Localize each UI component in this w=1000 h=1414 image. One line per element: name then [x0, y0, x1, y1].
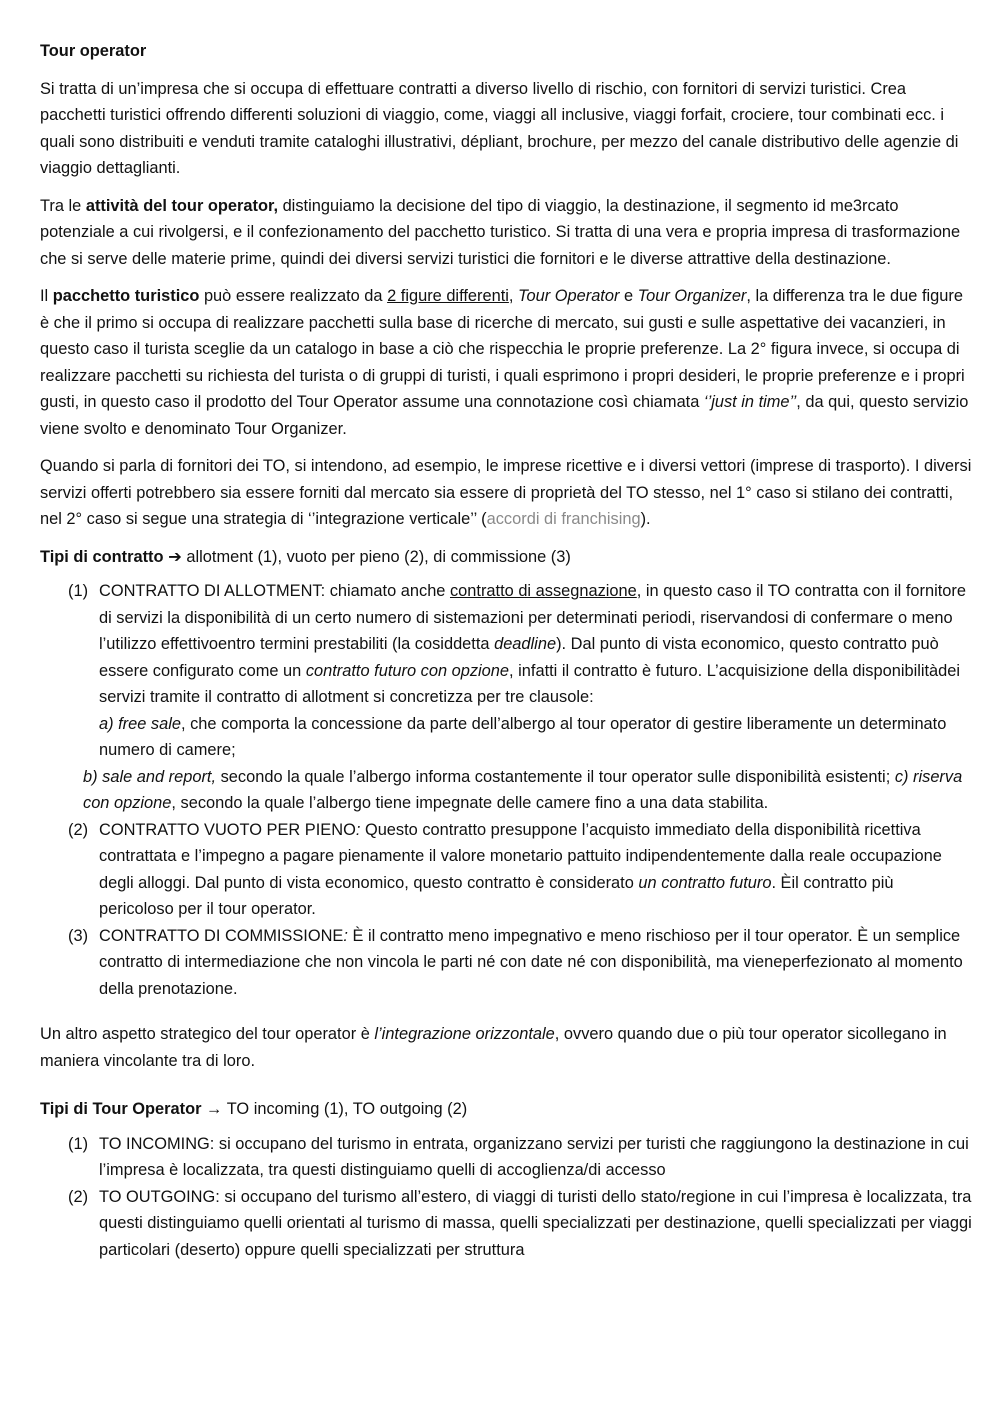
- just-in-time-italic: ‘’just in time’’: [703, 393, 797, 411]
- franchising-note: accordi di franchising: [486, 510, 641, 528]
- arrow-icon: ➔: [168, 547, 182, 566]
- tour-organizer-italic: Tour Organizer: [637, 287, 747, 305]
- document-title: Tour operator: [40, 42, 147, 60]
- operator-types-heading: Tipi di Tour Operator → TO incoming (1), TO outgoing (2): [40, 1100, 468, 1118]
- package-paragraph: Il pacchetto turistico può essere realizzato da 2 figure differenti, Tour Operator e Tour Organizer, la differenza tra le due figure è che il primo si occupa di realizzare pacchetti sulla base di ricerche di mercato, sui gusti e sulle aspettative dei vacanzieri, in questo caso il turista sceglie da un catalogo in base a ciò che rispecchia le proprie preferenze. La 2° figura invece, si occupa di realizzare pacchetti su richiesta del turista o di gruppi di turisti, i quali esprimono i propri desideri, le proprie preferenze e i propri gusti, in questo caso il prodotto del Tour Operator assume una connotazione così chiamata ‘’just in time’’, da qui, questo servizio viene svolto e denominato Tour Organizer.: [40, 287, 969, 438]
- list-item: (3) CONTRATTO DI COMMISSIONE: È il contratto meno impegnativo e meno rischioso per il tour operator. È un semplice contratto di intermediazione che non vincola le parti né con date né con disponibilità, ma vieneperfezionato al momento della prenotazione.: [40, 923, 972, 1003]
- tour-operator-italic: Tour Operator: [518, 287, 620, 305]
- clause-b-c: b) sale and report, secondo la quale l’albergo informa costantemente il tour operator sulle disponibilità esistenti; c) riserva con opzione, secondo la quale l’albergo tiene impegnate delle camere fino a una data stabilita.: [83, 767, 963, 812]
- contract-types-heading: Tipi di contratto ➔ allotment (1), vuoto per pieno (2), di commissione (3): [40, 547, 571, 566]
- activities-paragraph: Tra le attività del tour operator, distinguiamo la decisione del tipo di viaggio, la destinazione, il segmento id me3rcato potenziale a cui rivolgersi, e il confezionamento del pacchetto turistico. Si tratta di una vera e propria impresa di trasformazione che si serve delle materie prime, quindi dei diversi servizi turistici die fornitori e le diverse attrattive della destinazione.: [40, 196, 961, 268]
- assignment-contract-underlined: contratto di assegnazione: [449, 582, 637, 600]
- intro-paragraph: Si tratta di un’impresa che si occupa di effettuare contratti a diverso livello di rischio, con fornitori di servizi turistici. Crea pacchetti turistici offrendo differenti soluzioni di viaggio, come, viaggi all inclusive, viaggi forfait, crociere, tour combinati ecc. i quali sono distribuiti e venduti tramite cataloghi illustrativi, dépliant, brochure, per mezzo del canale distributivo delle agenzie di viaggio dettaglianti.: [40, 79, 959, 177]
- suppliers-paragraph: Quando si parla di fornitori dei TO, si intendono, ad esempio, le imprese ricettive e i diversi vettori (imprese di trasporto). I diversi servizi offerti potrebbero sia essere forniti dal mercato sia essere di proprietà del TO stesso, nel 1° caso si stilano dei contratti, nel 2° caso si segue una strategia di ‘’integrazione verticale’’ (accordi di franchising).: [40, 457, 972, 528]
- arrow-icon: →: [206, 1100, 223, 1118]
- list-item: (1) CONTRATTO DI ALLOTMENT: chiamato anche contratto di assegnazione, in questo caso il TO contratta con il fornitore di servizi la disponibilità di un certo numero di sistemazioni per determinati periodi, riservandosi di confermare o meno l’utilizzo effettivoentro termini prestabiliti (la cosiddetta deadline). Dal punto di vista economico, questo contratto può essere configurato come un contratto futuro con opzione, infatti il contratto è futuro. L’acquisizione della disponibilitàdei servizi tramite il contratto di allotment si concretizza per tre clausole: a) free sale, che comporta la concessione da parte dell’albergo al tour operator di gestire liberamente un determinato numero di camere; b) sale and report, secondo la quale l’albergo informa costantemente il tour operator sulle disponibilità esistenti; c) riserva con opzione, secondo la quale l’albergo tiene impegnate delle camere fino a una data stabilita.: [40, 578, 972, 817]
- list-number: (2): [68, 1187, 89, 1206]
- contract-list: [40, 578, 972, 1002]
- document-page: [40, 38, 972, 1263]
- clause-a: a) free sale, che comporta la concessione da parte dell’albergo al tour operator di gestire liberamente un determinato numero di camere;: [99, 714, 947, 759]
- list-item: (1) TO INCOMING: si occupano del turismo in entrata, organizzano servizi per turisti che raggiungono la destinazione in cui l’impresa è localizzata, tra questi distinguiamo quelli di accoglienza/di accesso: [40, 1131, 972, 1184]
- list-item: (2) CONTRATTO VUOTO PER PIENO: Questo contratto presuppone l’acquisto immediato della disponibilità ricettiva contrattata e l’impegno a pagare pienamente il valore monetario pattuito indipendentemente dalla reale occupazione degli alloggi. Dal punto di vista economico, questo contratto è considerato un contratto futuro. Èil contratto più pericoloso per il tour operator.: [40, 817, 972, 923]
- list-number: (2): [68, 820, 89, 839]
- list-number: (1): [68, 582, 89, 600]
- horizontal-integration-paragraph: Un altro aspetto strategico del tour operator è l’integrazione orizzontale, ovvero quando due o più tour operator sicollegano in maniera vincolante tra di loro.: [40, 1025, 947, 1070]
- two-figures-underlined: 2 figure differenti: [387, 287, 509, 305]
- package-bold: pacchetto turistico: [52, 287, 200, 305]
- operator-types-list: [40, 1131, 972, 1264]
- list-number: (1): [68, 1134, 89, 1153]
- list-item: (2) TO OUTGOING: si occupano del turismo all’estero, di viaggi di turisti dello stato/regione in cui l’impresa è localizzata, tra questi distinguiamo quelli orientati al turismo di massa, quelli specializzati per destinazione, quelli specializzati per viaggi particolari (deserto) oppure quelli specializzati per struttura: [40, 1184, 972, 1264]
- list-number: (3): [68, 926, 89, 945]
- activities-bold: attività del tour operator,: [85, 196, 279, 215]
